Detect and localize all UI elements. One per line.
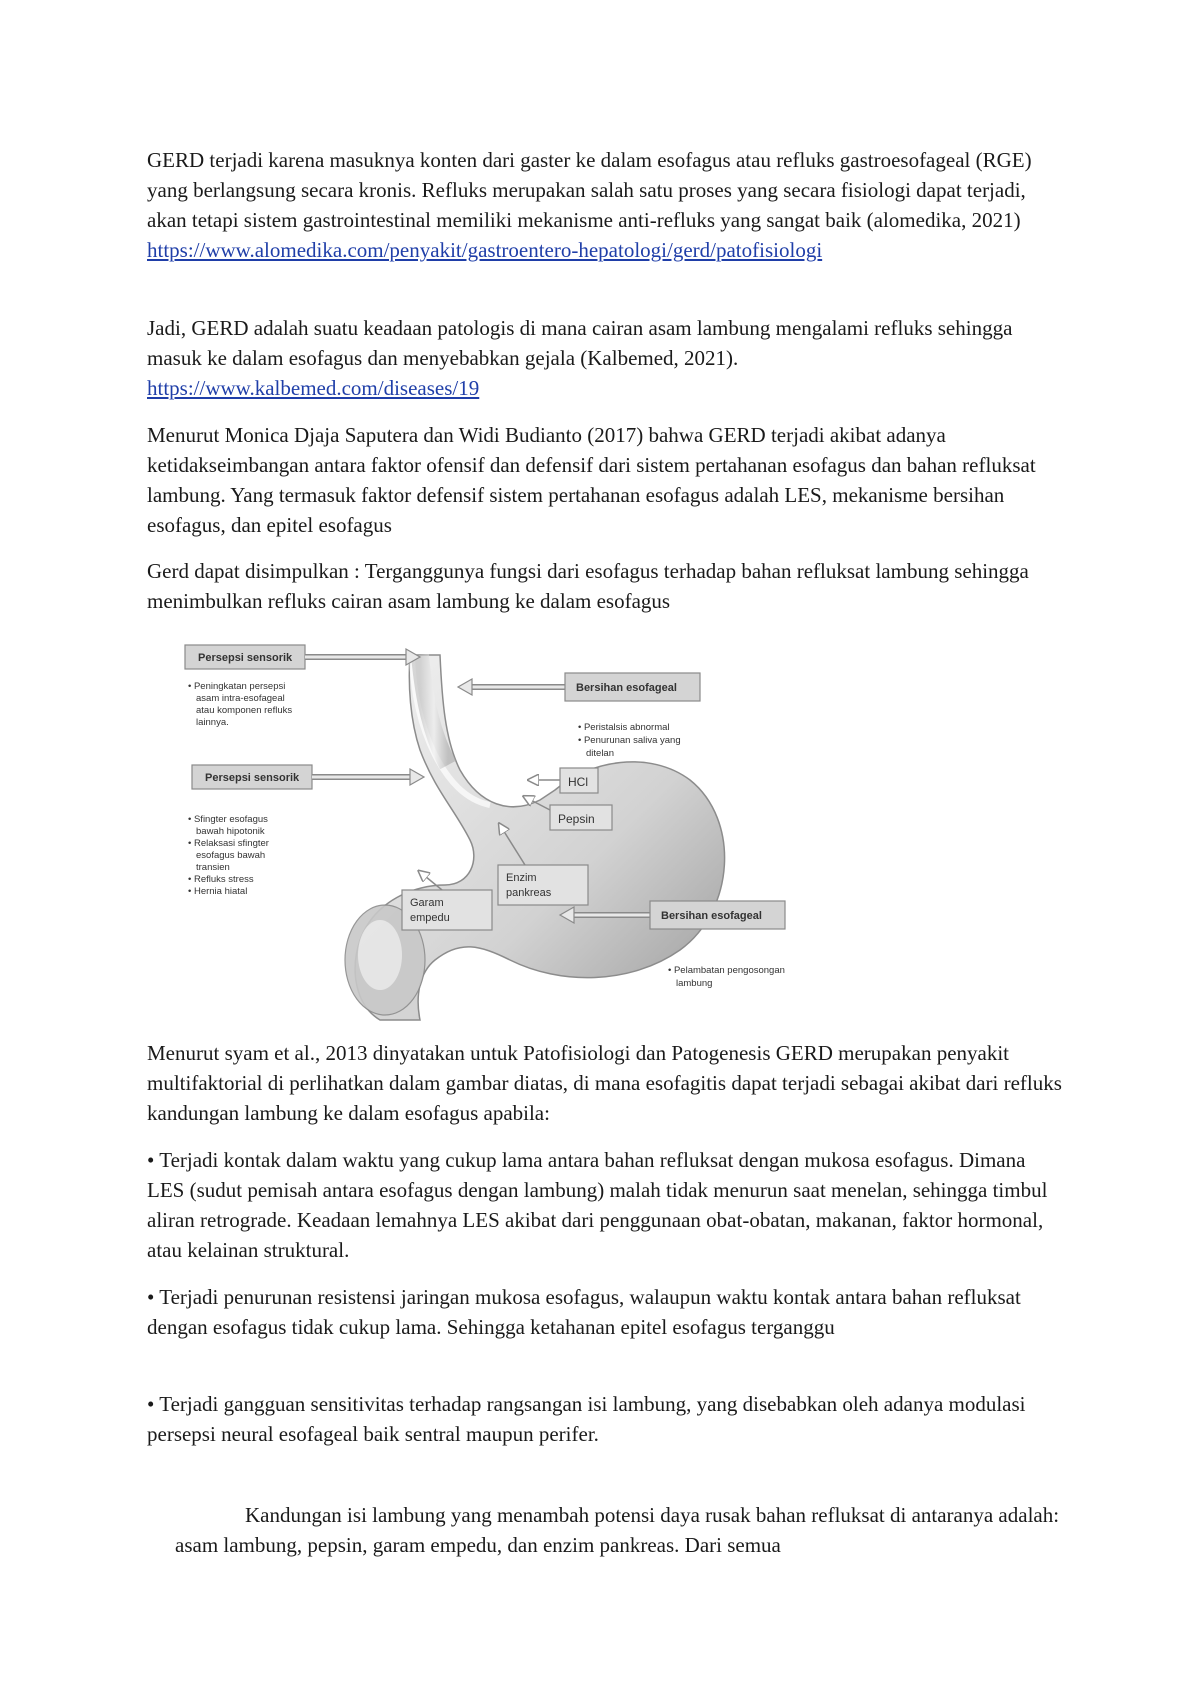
arrow-right-icon	[410, 769, 424, 785]
persepsi-list-2	[188, 814, 269, 897]
paragraph-text: Gerd dapat disimpulkan : Terganggunya fungsi dari esofagus terhadap bahan refluksat lambung sehingga menimbulkan refluks cairan asam lambung ke dalam esofagus	[147, 559, 1029, 613]
svg-text:• Hernia hiatal: • Hernia hiatal	[188, 886, 248, 897]
svg-text:Enzim: Enzim	[506, 872, 537, 884]
paragraph-text: Menurut Monica Djaja Saputera dan Widi Budianto (2017) bahwa GERD terjadi akibat adanya ketidakseimbangan antara faktor ofensif dan defensif dari sistem pertahanan esofagus dan bahan refluksat lambung. Yang termasuk faktor defensif sistem pertahanan esofagus adalah LES, mekanisme bersihan esofagus, dan epitel esofagus	[147, 423, 1036, 537]
bullet-text: • Terjadi gangguan sensitivitas terhadap rangsangan isi lambung, yang disebabkan oleh adanya modulasi persepsi neural esofageal baik sentral maupun perifer.	[147, 1392, 1026, 1446]
svg-text:bawah hipotonik: bawah hipotonik	[196, 826, 265, 837]
svg-text:Pepsin: Pepsin	[558, 812, 595, 826]
box-label: Bersihan esofageal	[576, 682, 677, 694]
svg-text:• Refluks stress: • Refluks stress	[188, 874, 254, 885]
svg-text:lainnya.: lainnya.	[196, 717, 229, 728]
persepsi-sensorik-box-2	[192, 765, 424, 789]
paragraph-kandungan	[175, 1479, 1075, 1581]
bullet-text: • Terjadi penurunan resistensi jaringan mukosa esofagus, walaupun waktu kontak antara bahan refluksat dengan esofagus tidak cukup lama. Sehingga ketahanan epitel esofagus terganggu	[147, 1285, 1021, 1339]
paragraph-factors	[147, 420, 1067, 540]
svg-text:transien: transien	[196, 862, 230, 873]
alomedika-link[interactable]: https://www.alomedika.com/penyakit/gastroentero-hepatologi/gerd/patofisiologi	[147, 238, 823, 262]
svg-text:esofagus bawah: esofagus bawah	[196, 850, 266, 861]
paragraph-text: Kandungan isi lambung yang menambah potensi daya rusak bahan refluksat di antaranya adalah: asam lambung, pepsin, garam empedu, dan enzim pankreas. Dari semua	[175, 1503, 1060, 1557]
bersihan-list-1	[578, 722, 681, 759]
paragraph-gerd-definition-1	[147, 145, 1067, 265]
paragraph-gerd-definition-2	[147, 313, 1067, 403]
svg-text:• Relaksasi sfingter: • Relaksasi sfingter	[188, 838, 269, 849]
svg-text:• Peristalsis abnormal: • Peristalsis abnormal	[578, 722, 670, 733]
svg-text:ditelan: ditelan	[586, 748, 614, 759]
box-label: Persepsi sensorik	[205, 772, 300, 784]
kalbemed-link[interactable]: https://www.kalbemed.com/diseases/19	[147, 376, 480, 400]
svg-text:• Sfingter esofagus: • Sfingter esofagus	[188, 814, 268, 825]
bersihan-esofageal-box-1	[458, 673, 700, 701]
svg-text:asam intra-esofageal: asam intra-esofageal	[196, 693, 285, 704]
gerd-pathophysiology-figure	[180, 640, 900, 1025]
paragraph-syam	[147, 1038, 1067, 1128]
bullet-1	[147, 1145, 1067, 1265]
svg-text:atau komponen refluks: atau komponen refluks	[196, 705, 293, 716]
paragraph-text: GERD terjadi karena masuknya konten dari gaster ke dalam esofagus atau refluks gastroesofageal (RGE) yang berlangsung secara kronis. Refluks merupakan salah satu proses yang secara fisiologi dapat terjadi, akan tetapi sistem gastrointestinal memiliki mekanisme anti-refluks yang sangat baik (alomedika, 2021)	[147, 148, 1032, 232]
hcl-label	[530, 768, 598, 793]
svg-text:HCl: HCl	[568, 775, 588, 789]
svg-text:pankreas: pankreas	[506, 887, 552, 899]
arrow-left-icon	[458, 679, 472, 695]
bullet-2	[147, 1282, 1067, 1342]
svg-text:lambung: lambung	[676, 978, 713, 989]
persepsi-sensorik-box-1	[185, 645, 420, 669]
bullet-3	[147, 1389, 1067, 1449]
persepsi-list-1	[188, 681, 292, 728]
paragraph-conclusion	[147, 556, 1067, 616]
svg-text:• Penurunan saliva yang: • Penurunan saliva yang	[578, 735, 681, 746]
svg-text:Garam: Garam	[410, 897, 444, 909]
bersihan-list-2	[668, 965, 785, 989]
paragraph-text: Menurut syam et al., 2013 dinyatakan untuk Patofisiologi dan Patogenesis GERD merupakan penyakit multifaktorial di perlihatkan dalam gambar diatas, di mana esofagitis dapat terjadi sebagai akibat dari refluks kandungan lambung ke dalam esofagus apabila:	[147, 1041, 1062, 1125]
svg-text:• Peningkatan persepsi: • Peningkatan persepsi	[188, 681, 286, 692]
svg-text:• Pelambatan pengosongan: • Pelambatan pengosongan	[668, 965, 785, 976]
box-label: Bersihan esofageal	[661, 910, 762, 922]
box-label: Persepsi sensorik	[198, 652, 293, 664]
paragraph-text: Jadi, GERD adalah suatu keadaan patologis di mana cairan asam lambung mengalami refluks sehingga masuk ke dalam esofagus dan menyebabkan gejala (Kalbemed, 2021).	[147, 316, 1013, 370]
svg-text:empedu: empedu	[410, 912, 450, 924]
bullet-text: • Terjadi kontak dalam waktu yang cukup lama antara bahan refluksat dengan mukosa esofagus. Dimana LES (sudut pemisah antara esofagus dengan lambung) malah tidak menurun saat menelan, sehingga timbul aliran retrograde. Keadaan lemahnya LES akibat dari penggunaan obat-obatan, makanan, faktor hormonal, atau kelainan struktural.	[147, 1148, 1048, 1262]
